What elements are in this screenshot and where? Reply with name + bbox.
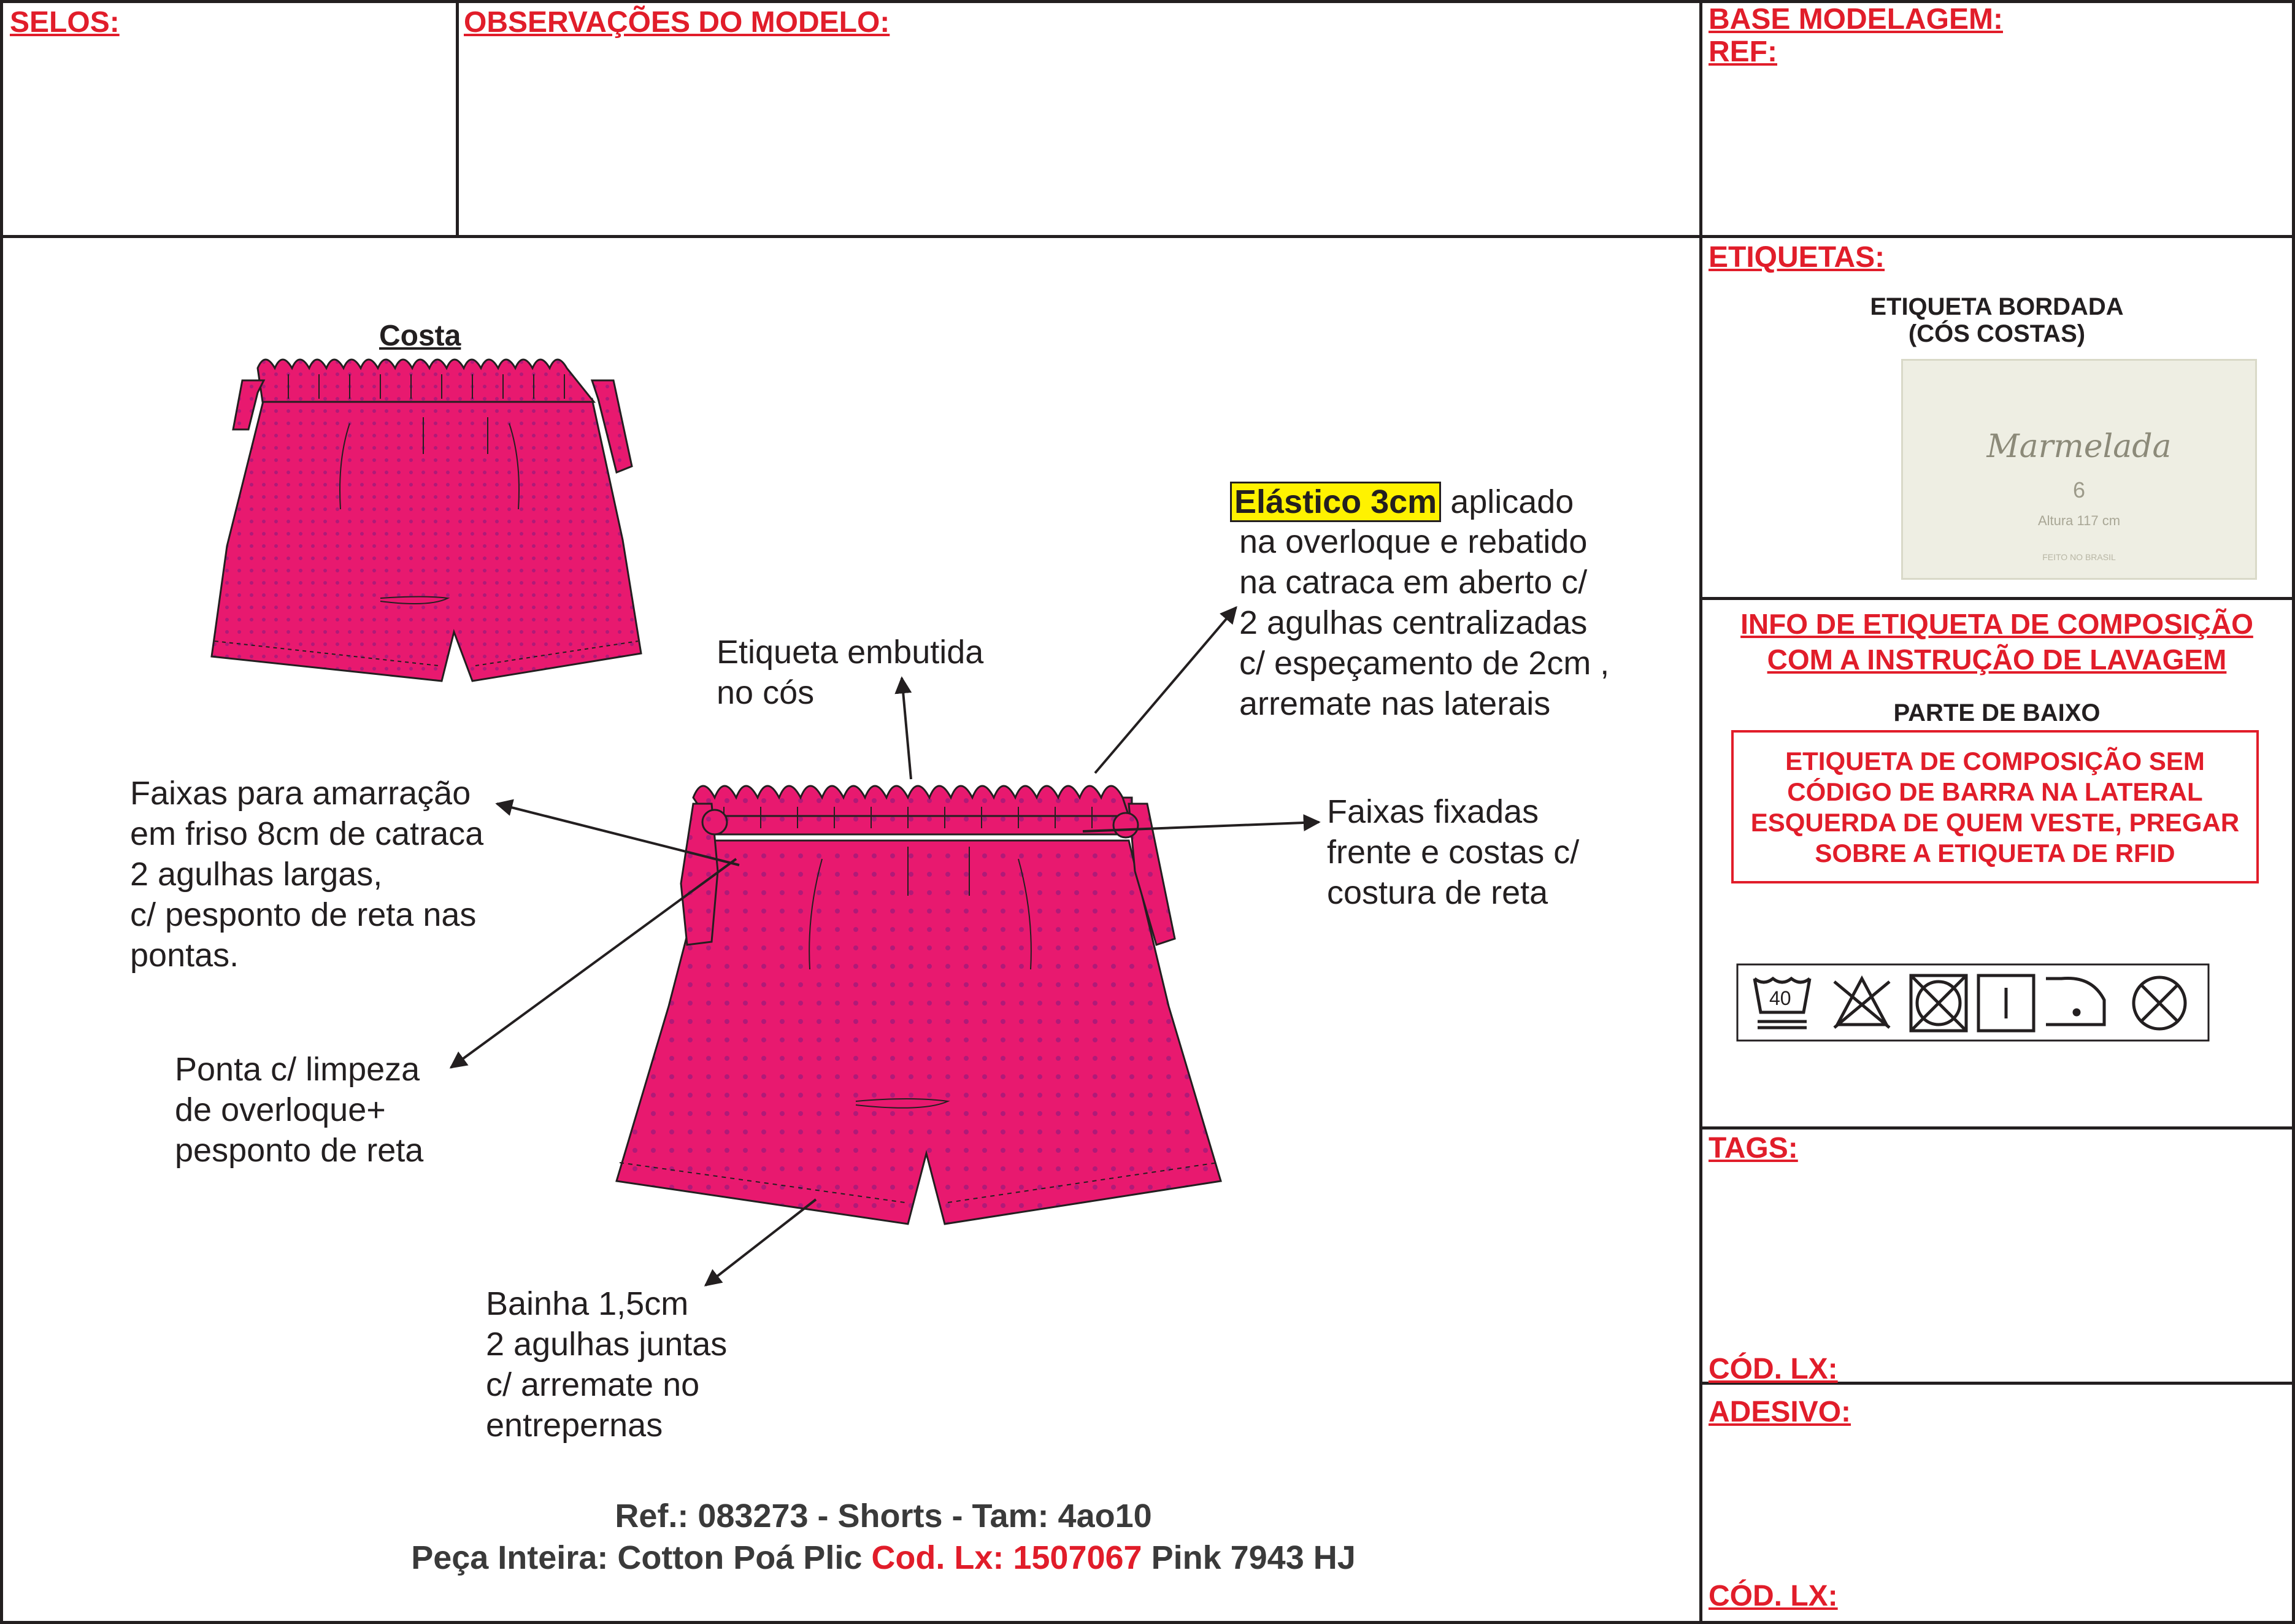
hem-note: Bainha 1,5cm 2 agulhas juntas c/ arremate no entrepernas — [486, 1285, 728, 1444]
care-symbols — [1736, 963, 2210, 1042]
cod-lx-label-1: CÓD. LX: — [1709, 1353, 1838, 1385]
base-modelagem-label: BASE MODELAGEM: — [1709, 3, 2003, 36]
tie-bands-note: Faixas para amarração em friso 8cm de catraca 2 agulhas largas, c/ pesponto de reta nas pontas. — [130, 775, 484, 974]
adesivo-label: ADESIVO: — [1709, 1396, 1851, 1428]
tag-height: Altura 117 cm — [2037, 513, 2121, 528]
piece-prefix: Peça Inteira: Cotton Poá Plic — [411, 1539, 872, 1576]
tags-label: TAGS: — [1709, 1132, 1798, 1164]
observacoes-label: OBSERVAÇÕES DO MODELO: — [464, 6, 890, 39]
cod-lx-label-2: CÓD. LX: — [1709, 1580, 1838, 1612]
wash-temp: 40 — [1769, 987, 1791, 1009]
elastic-note-line1: aplicado — [1450, 483, 1574, 520]
piece-code: Cod. Lx: 1507067 — [871, 1539, 1142, 1576]
composition-notice-box: ETIQUETA DE COMPOSIÇÃO SEM CÓDIGO DE BARRA NA LATERAL ESQUERDA DE QUEM VESTE, PREGAR SOBRE A ETIQUETA DE RFID — [1731, 730, 2259, 883]
embroidered-label-title: ETIQUETA BORDADA — [1870, 293, 2124, 320]
back-view-shorts — [212, 360, 641, 681]
sidebar-divider-3 — [1699, 1126, 2295, 1129]
embroidered-tag-image — [1901, 359, 2257, 580]
back-view-label: Costa — [379, 320, 461, 352]
sidebar-divider-2 — [1699, 597, 2295, 600]
fixed-bands-note: Faixas fixadas frente e costas c/ costura de reta — [1327, 793, 1580, 911]
front-view-shorts — [617, 786, 1221, 1224]
piece-line — [282, 1539, 1485, 1577]
piece-suffix: Pink 7943 HJ — [1142, 1539, 1356, 1576]
sidebar-divider-1 — [1699, 235, 2295, 238]
parte-de-baixo-label: PARTE DE BAIXO — [1893, 699, 2101, 726]
composition-title-line2: COM A INSTRUÇÃO DE LAVAGEM — [1767, 644, 2227, 675]
label-embedded-note: Etiqueta embutida no cós — [717, 634, 984, 711]
composition-title-line1: INFO DE ETIQUETA DE COMPOSIÇÃO — [1740, 608, 2253, 640]
ref-label: REF: — [1709, 36, 1777, 68]
elastic-note — [1230, 482, 1574, 522]
etiquetas-label: ETIQUETAS: — [1709, 241, 1885, 274]
embroidered-label-subtitle: (CÓS COSTAS) — [1908, 320, 2086, 347]
tag-made-in: FEITO NO BRASIL — [2042, 552, 2116, 562]
selos-label: SELOS: — [10, 6, 120, 39]
tag-brand: Marmelada — [1986, 428, 2172, 465]
tip-note: Ponta c/ limpeza de overloque+ pesponto de reta — [175, 1051, 424, 1169]
elastic-highlight: Elástico 3cm — [1230, 482, 1441, 522]
elastic-note-rest: na overloque e rebatido na catraca em aberto c/ 2 agulhas centralizadas c/ espeçamento de 2cm , arremate nas laterais — [1239, 523, 1610, 722]
tag-size: 6 — [2072, 477, 2086, 502]
ref-line: Ref.: 083273 - Shorts - Tam: 4ao10 — [615, 1498, 1152, 1534]
sidebar-divider — [1699, 0, 1702, 1624]
